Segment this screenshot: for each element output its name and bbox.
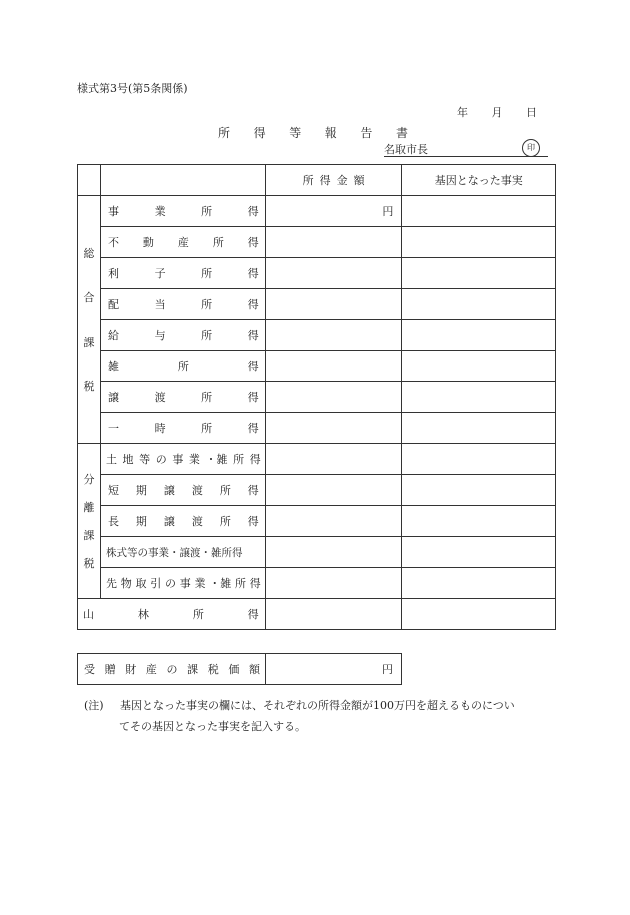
- item-futures-income: 先 物 取 引 の 事 業 ・雑 所 得: [100, 568, 265, 599]
- amount-cell[interactable]: [265, 444, 402, 475]
- item-misc-income: 雑 所 得: [100, 351, 265, 382]
- table-row: [78, 289, 556, 320]
- category-general-taxation: 総 合 課 税: [78, 196, 101, 444]
- table-row: [78, 444, 556, 475]
- item-short-term-transfer-income: 短 期 譲 渡 所 得: [100, 475, 265, 506]
- item-forest-income: 山 林 所 得: [78, 599, 266, 630]
- amount-cell[interactable]: [265, 289, 402, 320]
- amount-cell[interactable]: [265, 475, 402, 506]
- amount-cell[interactable]: [265, 351, 402, 382]
- gift-property-table: [77, 653, 402, 685]
- addressee-line: [384, 141, 548, 157]
- table-row: [78, 258, 556, 289]
- table-header-row: [78, 165, 556, 196]
- form-label: 様式第3号(第5条関係): [77, 82, 188, 95]
- reason-cell[interactable]: [402, 382, 556, 413]
- amount-cell[interactable]: [265, 382, 402, 413]
- footnote: [84, 695, 556, 737]
- income-report-table: [77, 164, 556, 630]
- table-row: [78, 382, 556, 413]
- reason-cell[interactable]: [402, 537, 556, 568]
- reason-cell[interactable]: [402, 289, 556, 320]
- table-row: [78, 227, 556, 258]
- item-transfer-income: 譲 渡 所 得: [100, 382, 265, 413]
- item-long-term-transfer-income: 長 期 譲 渡 所 得: [100, 506, 265, 537]
- table-row: [78, 568, 556, 599]
- gift-property-label: 受 贈 財 産 の 課 税 価 額: [78, 654, 266, 685]
- item-real-estate-income: 不 動 産 所 得: [100, 227, 265, 258]
- month-label: 月: [491, 106, 503, 119]
- note-mark: (注): [84, 699, 104, 712]
- reason-cell[interactable]: [402, 351, 556, 382]
- reason-cell[interactable]: [402, 506, 556, 537]
- reason-cell[interactable]: [402, 444, 556, 475]
- header-blank-item: [100, 165, 265, 196]
- reason-cell[interactable]: [402, 196, 556, 227]
- document-title: 所 得 等 報 告 書: [218, 126, 408, 140]
- table-row: [78, 413, 556, 444]
- item-temporary-income: 一 時 所 得: [100, 413, 265, 444]
- amount-cell[interactable]: [265, 413, 402, 444]
- day-label: 日: [526, 106, 537, 119]
- table-row: [78, 320, 556, 351]
- table-row: [78, 599, 556, 630]
- amount-cell[interactable]: [265, 227, 402, 258]
- item-dividend-income: 配 当 所 得: [100, 289, 265, 320]
- item-stock-income: 株式等の事業・譲渡・雑所得: [100, 537, 265, 568]
- reason-cell[interactable]: [402, 599, 556, 630]
- reason-cell[interactable]: [402, 413, 556, 444]
- item-land-business-misc-income: 土 地 等 の 事 業 ・雑 所 得: [100, 444, 265, 475]
- item-interest-income: 利 子 所 得: [100, 258, 265, 289]
- amount-cell[interactable]: 円: [265, 196, 402, 227]
- reason-cell[interactable]: [402, 568, 556, 599]
- amount-cell[interactable]: [265, 506, 402, 537]
- table-row: [78, 351, 556, 382]
- table-row: [78, 196, 556, 227]
- seal-mark: 印: [522, 139, 540, 157]
- addressee: 名取市長: [384, 143, 428, 156]
- reason-cell[interactable]: [402, 320, 556, 351]
- amount-cell[interactable]: [265, 320, 402, 351]
- table-row: [78, 475, 556, 506]
- note-line-1: 基因となった事実の欄には、それぞれの所得金額が100万円を超えるものについ: [120, 699, 515, 712]
- table-row: [78, 506, 556, 537]
- header-amount: 所 得 金 額: [265, 165, 402, 196]
- amount-cell[interactable]: [265, 537, 402, 568]
- reason-cell[interactable]: [402, 227, 556, 258]
- item-salary-income: 給 与 所 得: [100, 320, 265, 351]
- gift-amount-cell[interactable]: 円: [266, 654, 402, 685]
- header-blank-cat: [78, 165, 101, 196]
- reason-cell[interactable]: [402, 475, 556, 506]
- amount-cell[interactable]: [265, 599, 402, 630]
- table-row: [78, 537, 556, 568]
- header-reason: 基因となった事実: [402, 165, 556, 196]
- date-line: [457, 104, 537, 120]
- table-row: [78, 654, 402, 685]
- year-label: 年: [457, 106, 468, 119]
- reason-cell[interactable]: [402, 258, 556, 289]
- category-separate-taxation: 分 離 課 税: [78, 444, 101, 599]
- amount-cell[interactable]: [265, 568, 402, 599]
- item-business-income: 事 業 所 得: [100, 196, 265, 227]
- note-line-2: てその基因となった事実を記入する。: [119, 720, 306, 733]
- amount-cell[interactable]: [265, 258, 402, 289]
